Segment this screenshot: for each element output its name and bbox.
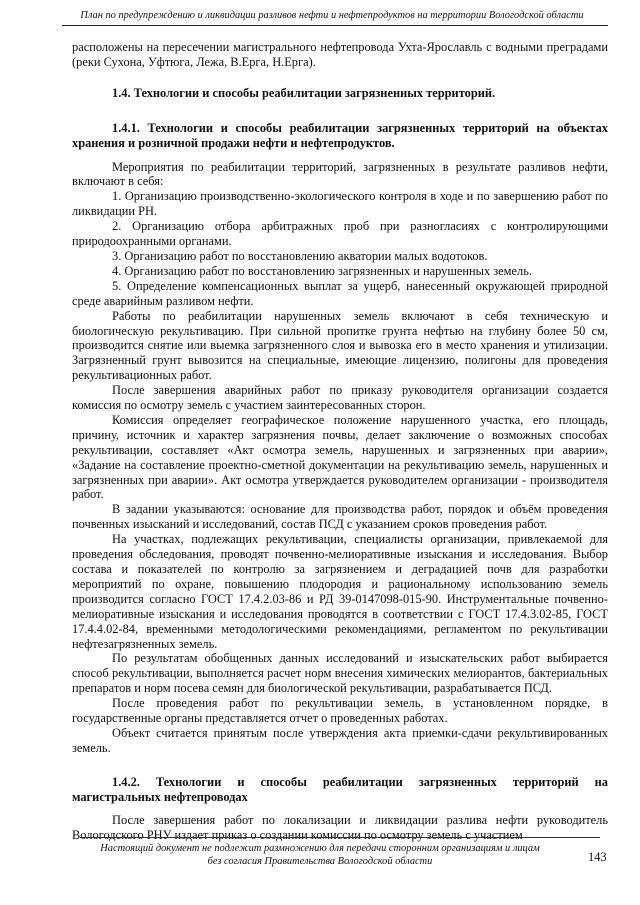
- list-item: 1. Организацию производственно-экологического контроля в ходе и по завершению работ по ликвидации РН.: [72, 189, 608, 219]
- paragraph: По результатам обобщенных данных исследований и изыскательских работ выбирается способ рекультивации, выполняется расчет норм внесения химических мелиорантов, бактериальных препаратов и норм посева семян для биологической рекультивации, разрабатывается ПСД.: [72, 651, 608, 696]
- paragraph: После завершения работ по локализации и ликвидации разлива нефти руководитель Вологодского РНУ издает приказ о создании комиссии по осмотру земель с участием: [72, 812, 608, 842]
- section-heading-1-4: 1.4. Технологии и способы реабилитации загрязненных территорий.: [112, 85, 496, 100]
- footer-rule: [80, 837, 600, 838]
- intro-paragraph: расположены на пересечении магистрального нефтепровода Ухта-Ярославль с водными преградами (реки Сухона, Уфтюга, Лежа, В.Ерга, Н.Ерга).: [72, 40, 608, 69]
- paragraph: После завершения аварийных работ по приказу руководителя организации создается комиссия по осмотру земель с участием заинтересованных сторон.: [72, 383, 608, 413]
- paragraph: После проведения работ по рекультивации земель, в установленном порядке, в государственные органы представляется отчет о проведенных работах.: [72, 696, 608, 726]
- paragraph: Объект считается принятым после утверждения акта приемки-сдачи рекультивированных земель.: [72, 725, 608, 755]
- paragraph: Работы по реабилитации нарушенных земель включают в себя техническую и биологическую рекультивацию. При сильной пропитке грунта нефтью на глубину более 50 см, производится снятие или выемка загрязненного слоя и вывозка его в место хранения и утилизации. Загрязненный грунт вывозится на специальные, имеющие лицензию, полигоны для проведения рекультивационных работ.: [72, 308, 608, 383]
- page-header: План по предупреждению и ликвидации разливов нефти и нефтепродуктов на территории Вологодской области: [80, 10, 584, 21]
- header-rule: [62, 25, 608, 26]
- list-item: 3. Организацию работ по восстановлению акватории малых водотоков.: [112, 248, 488, 263]
- paragraph: Комиссия определяет географическое положение нарушенного участка, его площадь, причину, источник и характер загрязнения почвы, делает заключение о возможных способах рекультивации, составляет «Акт осмотра земель, нарушенных и загрязненных при аварии», «Задание на составление проектно-сметной документации на рекультивацию земель, нарушенных и загрязненных при аварии». Акт осмотра утверждается руководителем организации - производителя работ.: [72, 412, 608, 502]
- page-number: 143: [588, 850, 607, 864]
- paragraph: На участках, подлежащих рекультивации, специалисты организации, привлекаемой для проведения обследования, проводят почвенно-мелиоративные изыскания и исследования. Выбор состава и показателей по контролю за загрязнением и деградацией почв для разработки мероприятий по охране, повышению плодородия и рациональному использованию земель производится согласно ГОСТ 17.4.2.03-86 и РД 39-0147098-015-90. Инструментальные почвенно-мелиоративные изыскания и исследования проводятся в соответствии с ГОСТ 17.4.3.02-85, ГОСТ 17.4.4.02-84, временными методологическими рекомендациями, регламентом по рекультивации нефтезагрязненных земель.: [72, 532, 608, 651]
- page-body: [72, 40, 608, 842]
- footer-line: Настоящий документ не подлежит размножению для передачи сторонним организациям и лицам: [100, 843, 540, 854]
- list-item: 2. Организацию отбора арбитражных проб при разногласиях с контролирующими природоохранными органами.: [72, 219, 608, 249]
- list-item: 4. Организацию работ по восстановлению загрязненных и нарушенных земель.: [112, 263, 532, 278]
- subsection-heading-1-4-1: 1.4.1. Технологии и способы реабилитации загрязненных территорий на объектах хранения и розничной продажи нефти и нефтепродуктов.: [72, 120, 608, 150]
- paragraph: В задании указываются: основание для производства работ, порядок и объём проведения почвенных изысканий и исследований, состав ПСД с указанием сроков проведения работ.: [72, 502, 608, 532]
- list-item: 5. Определение компенсационных выплат за ущерб, нанесенный окружающей природной среде аварийным разливом нефти.: [72, 278, 608, 308]
- footer-line: без согласия Правительства Вологодской области: [207, 856, 433, 867]
- subsection-heading-1-4-2: 1.4.2. Технологии и способы реабилитации загрязненных территорий на магистральных нефтепроводах: [72, 774, 608, 804]
- page-footer: [70, 842, 570, 868]
- paragraph: Мероприятия по реабилитации территорий, загрязненных в результате разливов нефти, включают в себя:: [72, 159, 608, 189]
